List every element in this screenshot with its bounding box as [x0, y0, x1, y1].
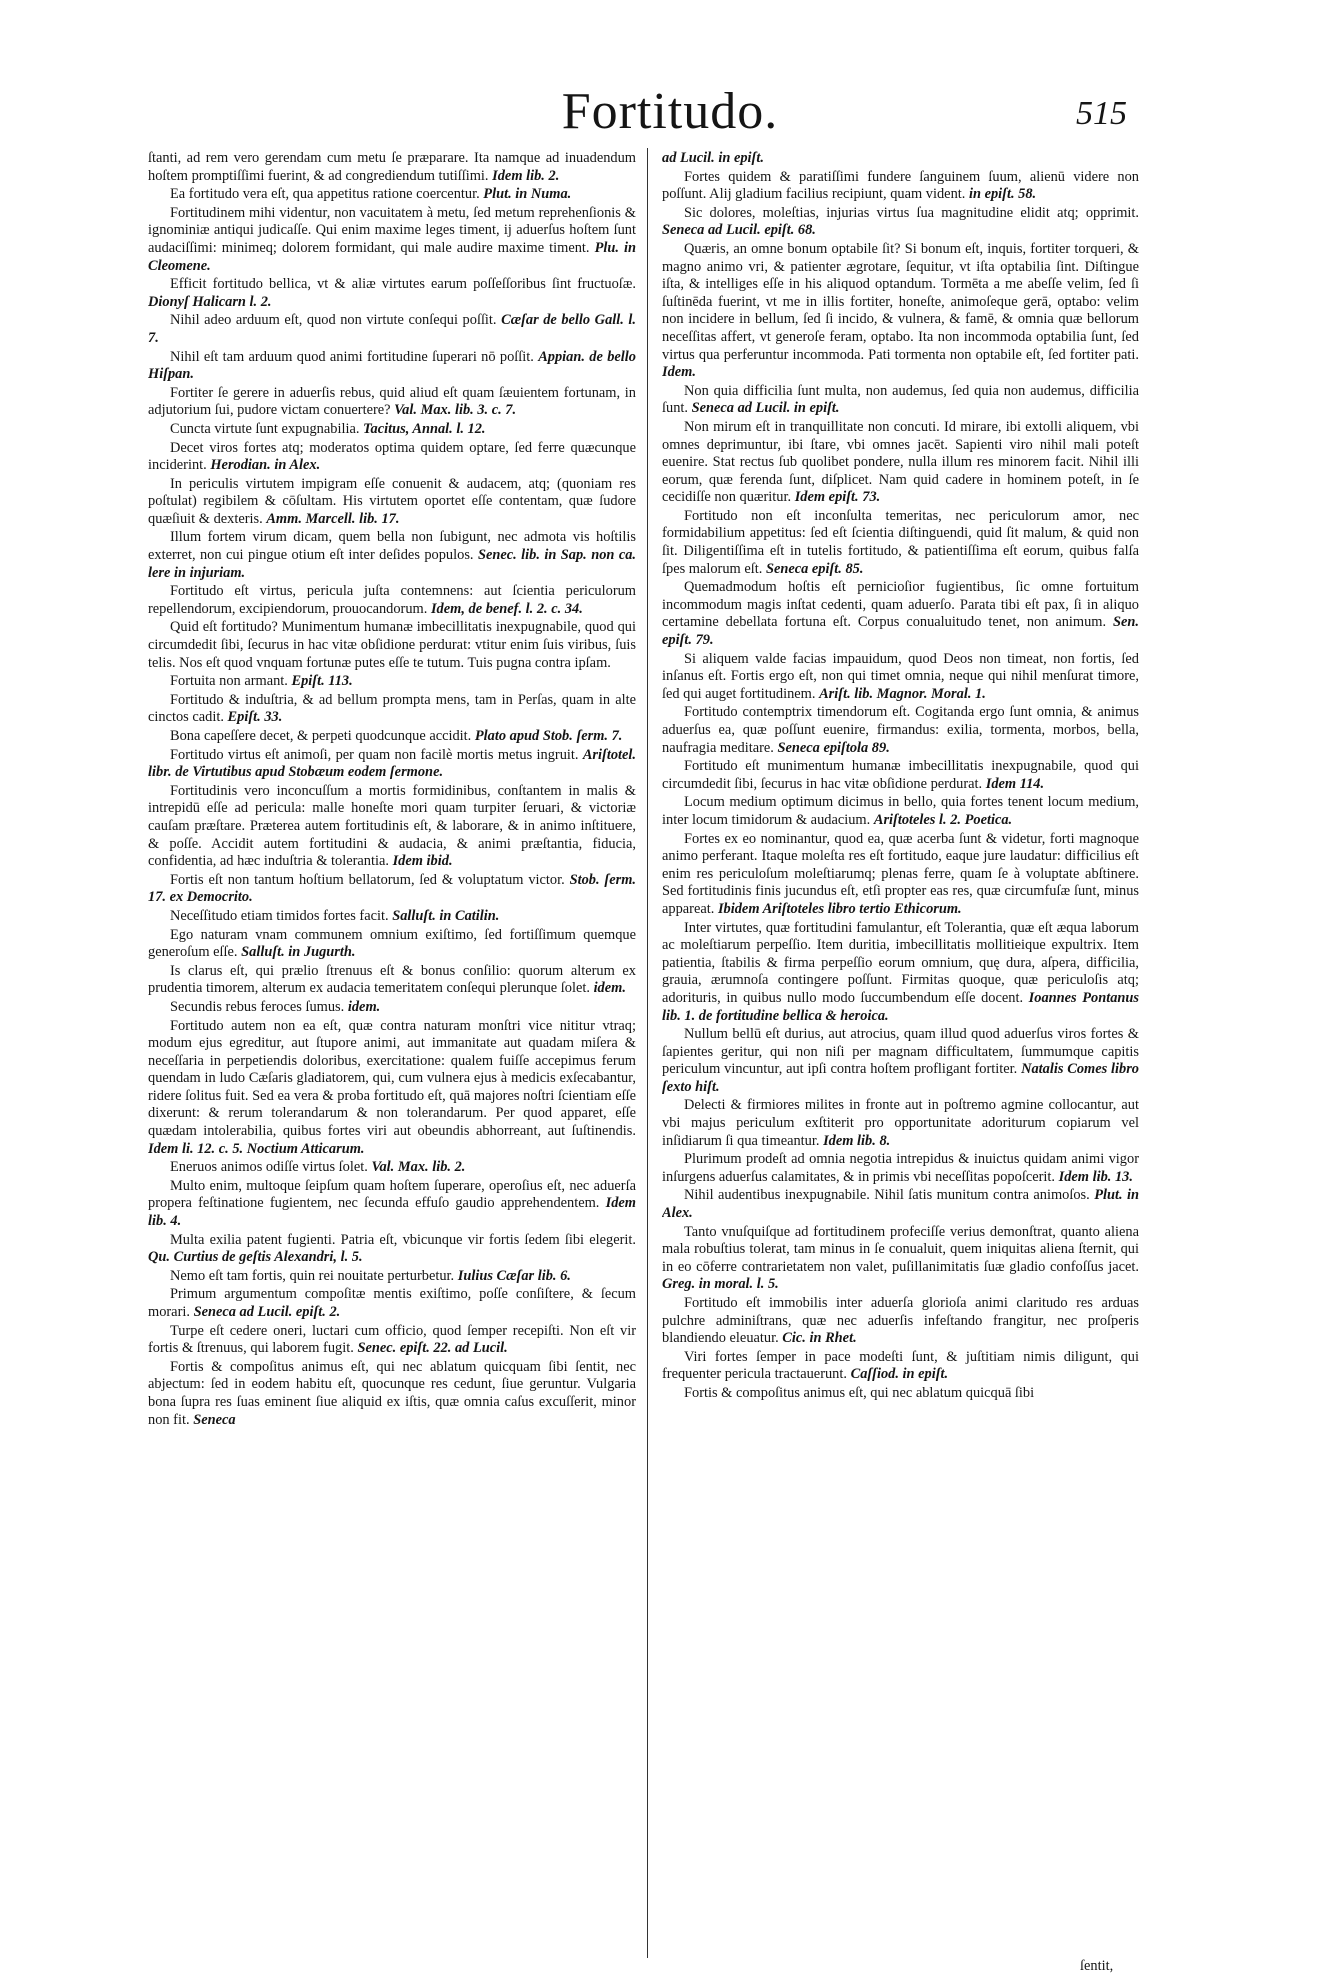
citation: Dionyſ Halicarn l. 2.	[148, 293, 272, 310]
citation: Cæſar de bello Gall. l. 7.	[148, 312, 636, 346]
citation: Val. Max. lib. 2.	[371, 1159, 466, 1176]
paragraph	[662, 579, 1139, 649]
paragraph-text: Ea fortitudo vera eſt, qua appetitus ratione coercentur.	[170, 186, 480, 203]
paragraph-text: Secundis rebus feroces ſumus.	[170, 998, 345, 1015]
paragraph-text: Efficit fortitudo bellica, vt & aliæ virtutes earum poſſeſſoribus ſint fructuoſæ.	[170, 276, 636, 293]
paragraph	[662, 758, 1139, 793]
paragraph	[662, 651, 1139, 704]
paragraph	[662, 1097, 1139, 1150]
paragraph	[148, 529, 636, 582]
paragraph	[148, 1232, 636, 1267]
citation: Iulius Cæſar lib. 6.	[457, 1267, 571, 1284]
paragraph	[662, 1151, 1139, 1186]
paragraph-text: In periculis virtutem impigram eſſe conuenit & audacem, atq; (quoniam res poſtulat) regibilem & cōſultam. His virtutem oportet eſſe contentam, quæ ſudore quæſiuit & dexteris.	[148, 475, 636, 527]
paragraph	[662, 794, 1139, 829]
paragraph	[662, 1224, 1139, 1294]
paragraph	[148, 908, 636, 926]
paragraph	[148, 276, 636, 311]
paragraph-text: Primum argumentum compoſitæ mentis exiſtimo, poſſe conſiſtere, & ſecum morari.	[148, 1286, 636, 1320]
paragraph	[662, 1349, 1139, 1384]
paragraph-text: Fortitudo eſt virtus, pericula juſta contemnens: aut ſcientia periculorum repellendorum, excipiendorum, prouocandorum.	[148, 583, 636, 617]
citation: Idem 114.	[985, 775, 1045, 792]
paragraph-text: Bona capeſſere decet, & perpeti quodcunque accidit.	[170, 728, 472, 744]
citation: Seneca ad Lucil. epiſt. 2.	[193, 1304, 341, 1320]
paragraph	[148, 1286, 636, 1321]
paragraph-text: Eneruos animos odiſſe virtus ſolet.	[170, 1159, 368, 1176]
paragraph	[662, 241, 1139, 382]
paragraph-text: Nihil audentibus inexpugnabile. Nihil ſatis munitum contra animoſos.	[684, 1187, 1090, 1204]
citation: idem.	[347, 998, 381, 1015]
catchword: ſentit,	[1080, 1958, 1114, 1974]
paragraph	[662, 831, 1139, 919]
paragraph-text: Fortitudo virtus eſt animoſi, per quam non facilè mortis metus ingruit.	[170, 746, 579, 763]
citation: Idem lib. 4.	[148, 1195, 636, 1230]
citation: Idem li. 12. c. 5. Noctium Atticarum.	[148, 1140, 365, 1157]
citation: idem.	[593, 980, 626, 997]
citation: Senec. epiſt. 22. ad Lucil.	[357, 1340, 508, 1357]
citation: in epiſt. 58.	[968, 186, 1037, 203]
paragraph-text: Fortitudo & induſtria, & ad bellum prompta mens, tam in Perſas, quam in alte cinctos cadit.	[148, 691, 636, 726]
paragraph-text: Fortes quidem & paratiſſimi fundere ſanguinem ſuum, alienū videre non poſſunt. Alij gladium facilius recipiunt, quam vident.	[662, 168, 1139, 203]
paragraph	[148, 1178, 636, 1231]
paragraph	[148, 476, 636, 529]
citation: Idem lib. 2.	[492, 167, 560, 184]
paragraph-text: Fortitudo eſt immobilis inter aduerſa glorioſa animi claritudo res arduas pulchre adminiſtrans, quæ nec aduerſis infeſtando frangitur, nec proſperis blandiendo eleuatur.	[662, 1295, 1139, 1347]
paragraph	[148, 1159, 636, 1177]
citation: Seneca epiſt. 85.	[765, 560, 864, 577]
page-number: 515	[1076, 95, 1127, 132]
citation: Plut. in Numa.	[483, 186, 572, 203]
paragraph	[662, 150, 1139, 168]
page-title: Fortitudo.	[561, 83, 779, 140]
paragraph	[148, 619, 636, 672]
paragraph-text: Locum medium optimum dicimus in bello, quia fortes tenent locum medium, inter locum timidorum & audacium.	[662, 794, 1139, 828]
paragraph	[148, 150, 636, 185]
paragraph-text: Nihil eſt tam arduum quod animi fortitudine ſuperari nō poſſit.	[170, 348, 534, 365]
paragraph	[662, 1295, 1139, 1348]
paragraph-text: Turpe eſt cedere oneri, luctari cum officio, quod ſemper recepiſti. Non eſt vir fortis & ſtrenuus, qui laborem fugit.	[148, 1322, 636, 1357]
citation: Greg. in moral. l. 5.	[662, 1276, 779, 1293]
paragraph-text: Illum fortem virum dicam, quem bella non ſubigunt, nec admota vis hoſtilis exterret, non cui pingue otium eſt inter deſides populos.	[148, 529, 636, 564]
paragraph	[662, 169, 1139, 204]
paragraph	[662, 419, 1139, 507]
paragraph	[148, 1323, 636, 1358]
citation: Idem ibid.	[392, 853, 453, 870]
paragraph	[148, 440, 636, 475]
citation: Tacitus, Annal. l. 12.	[363, 420, 486, 437]
paragraph	[148, 747, 636, 782]
paragraph-text: Multa exilia patent fugienti. Patria eſt, vbicunque vir fortis ſedem ſibi elegerit.	[170, 1231, 636, 1248]
paragraph	[662, 704, 1139, 757]
paragraph-text: Tanto vnuſquiſque ad fortitudinem profeciſſe verius demonſtrat, quanto aliena mala robuſtius tolerat, tam minus in ſe conualuit, quem iniquitas aliena ſternit, qui in eo cōferre contrarietatem non valet, puſillanimitatis ſuæ gladio confoſſus jacet.	[662, 1223, 1139, 1275]
citation: Amm. Marcell. lib. 17.	[266, 510, 400, 527]
citation: Idem epiſt. 73.	[794, 489, 881, 506]
paragraph-text: Delecti & firmiores milites in fronte aut in poſtremo agmine collocantur, aut vbi majus periculum exſtiterit pro opportunitate adoriturum copiarum vel inſidiarum ſi qua timeantur.	[662, 1097, 1139, 1149]
paragraph-text: Non quia difficilia ſunt multa, non audemus, ſed quia non audemus, difficilia ſunt.	[662, 382, 1139, 417]
citation: Epiſt. 33.	[227, 709, 283, 726]
paragraph	[148, 385, 636, 420]
citation: Ibidem Ariſtoteles libro tertio Ethicorum.	[717, 900, 962, 917]
paragraph	[148, 963, 636, 998]
citation: Seneca ad Lucil. epiſt. 68.	[662, 222, 816, 239]
paragraph	[148, 783, 636, 871]
paragraph-text: Fortitudinem mihi videntur, non vacuitatem à metu, ſed metum reprehenſionis & ignominiæ antiqui judicaſſe. Qui enim maxime leges timent, ij aduerſus hoſtem ſunt audaciſſimi: minimeq; dolorem formidant, qui male audire maxime timent.	[148, 204, 636, 256]
paragraph-text: Fortuita non armant.	[170, 673, 288, 690]
citation: Epiſt. 113.	[291, 673, 353, 690]
paragraph-text: Neceſſitudo etiam timidos fortes facit.	[170, 907, 389, 924]
right-column	[662, 150, 1139, 1960]
column-divider	[647, 148, 648, 1958]
paragraph	[662, 920, 1139, 1026]
paragraph-text: Fortes ex eo nominantur, quod ea, quæ acerba ſunt & videtur, forti magnoque animo perferant. Itaque moleſta res eſt fortitudo, eaque jure laudatur: difficilius eſt enim res periculoſum moleſtiarumq; plenas ferre, quam ſe à voluptate abſtinere. Sed fortitudinis finis jucundus eſt, etſi propter eas res, quæ circumfuſæ ſunt, minus appareat.	[662, 830, 1139, 917]
paragraph-text: Viri fortes ſemper in pace modeſti ſunt, & juſtitiam nimis diligunt, qui frequenter pericula tractauerunt.	[662, 1348, 1139, 1383]
citation: Ariſtoteles l. 2. Poetica.	[873, 811, 1013, 828]
citation: Caſſiod. in epiſt.	[850, 1366, 949, 1383]
paragraph	[148, 186, 636, 204]
citation: Plut. in Alex.	[662, 1187, 1139, 1222]
paragraph-text: Non mirum eſt in tranquillitate non concuti. Id mirare, ibi extolli aliquem, vbi omnes deprimuntur, ibi ſtare, vbi omnes jacēt. Sapienti viro nihil mali poteſt euenire. Stat rectus ſub quolibet pondere, nulla illum res minorem facit. Nihil illi eorum, quæ ferenda ſunt, diſplicet. Nam quid cadere in hominem poteſt, in ſe cecidiſſe non quæritur.	[662, 418, 1139, 506]
citation: Salluſt. in Jugurth.	[241, 944, 356, 961]
paragraph	[148, 349, 636, 384]
paragraph-text: Ego naturam vnam communem omnium exiſtimo, ſed fortiſſimum quemque generoſum eſſe.	[148, 926, 636, 961]
paragraph-text: Fortiter ſe gerere in aduerſis rebus, quid aliud eſt quam ſæuientem fortunam, in adjutorium ſui, pudore victam conuertere?	[148, 384, 636, 419]
citation: Sen. epiſt. 79.	[662, 614, 1139, 649]
citation: Idem, de benef. l. 2. c. 34.	[430, 600, 583, 617]
paragraph	[148, 1359, 636, 1429]
citation: Natalis Comes libro ſexto hiſt.	[662, 1061, 1139, 1095]
paragraph-text: Nullum bellū eſt durius, aut atrocius, quam illud quod aduerſus viros fortes & ſapientes geritur, qui non niſi per magnam difficultatem, ſummumque capitis periculum vincuntur, aut ipſi contra hoſtem profligant fortiter.	[662, 1026, 1139, 1078]
citation: Ariſt. lib. Magnor. Moral. 1.	[819, 685, 986, 702]
left-column	[148, 150, 636, 1960]
paragraph	[148, 312, 636, 347]
paragraph	[148, 927, 636, 962]
citation: Plu. in Cleomene.	[148, 239, 636, 274]
paragraph-text: Decet viros fortes atq; moderatos optima quidem optare, ſed ferre quæcunque inciderint.	[148, 439, 636, 474]
citation: Herodian. in Alex.	[210, 457, 321, 474]
paragraph	[148, 999, 636, 1017]
citation: Cic. in Rhet.	[782, 1330, 857, 1347]
paragraph-text: Quid eſt fortitudo? Munimentum humanæ imbecillitatis inexpugnabile, quod qui circumdedit ſibi, ſecurus in hac vitæ obſidione perdurat: vtitur enim ſuis viribus, ſuis telis. Nos eſt quod vnquam fortunæ putes eſſe te tutum. Tuis pugna contra ipſam.	[148, 619, 636, 671]
paragraph	[148, 872, 636, 907]
paragraph-text: Fortitudinis vero inconcuſſum a mortis formidinibus, conſtantem in malis & intrepidū eſſe ad pericula: malle honeſte mori quam turpiter ſeruari, & victoriæ cauſam præſtare. Præterea autem fortitudinis eſt, & laborare, & in animo inſtituere, & poſſe. Accidit autem fortitudini & audacia, & animi præſtantia, fiducia, confidentia, ad hæc induſtria & tolerantia.	[148, 782, 636, 870]
paragraph	[662, 383, 1139, 418]
citation: Stob. ſerm. 17. ex Democrito.	[148, 871, 636, 906]
paragraph-text: Fortitudo eſt munimentum humanæ imbecillitatis inexpugnabile, quod qui circumdedit ſibi, ſecurus in hac vitæ obſidione perdurat.	[662, 758, 1139, 792]
paragraph-text: Quemadmodum hoſtis eſt pernicioſior fugientibus, ſic omne fortuitum incommodum magis inſtat cedenti, quam aduerſo. Parata tibi eſt pax, ſi in aliquo certamine debellata fortuna eſt. Corpus conualuitudo tenet, non animum.	[662, 579, 1139, 631]
citation: Senec. lib. in Sap. non ca. lere in injuriam.	[148, 547, 636, 581]
paragraph-text: Fortitudo autem non ea eſt, quæ contra naturam monſtri vice nititur vtraq; modum ejus egreditur, aut ſtupore animi, aut immanitate aut quadam miſera & neceſſaria in perpetiendis doloribus, exercitatione: qualem fuiſſe accepimus ferum quendam in ludo Cæſaris gladiatorem, qui, cum vulnera ejus à medicis exſecabantur, ridere ſolitus fuit. Sed ea vera & proba fortitudo eſt, quā majores noſtri ſcientiam eſſe dixerunt: & rerum tolerandarum & non tolerandarum. Per quod apparet, eſſe quædam intolerabilia, quibus fortes viri aut obeundis abhorreant, aut ſuſtinendis.	[148, 1017, 636, 1140]
paragraph	[148, 692, 636, 727]
paragraph-text: Fortis eſt non tantum hoſtium bellatorum, ſed & voluptatum victor.	[170, 871, 565, 888]
citation: Seneca ad Lucil. in epiſt.	[691, 400, 840, 417]
citation: Idem.	[662, 364, 696, 381]
paragraph	[662, 205, 1139, 240]
paragraph-text: Quæris, an omne bonum optabile ſit? Si bonum eſt, inquis, fortiter torqueri, & magno animo vri, & patienter ægrotare, ſequitur, vt iſta optabilia ſint. Diſtingue iſta, & intelliges eſſe in his aliquod optandum. Tormēta a me abeſſe velim, ſed ſi ſuſtinēda fuerint, vt me in illis fortiter, honeſte, animoſeque gerā, optabo: velim non incidere in bellum, ſed ſi incido, & vulnera, & famē, & omnia quæ bellorum neceſſitas affert, vt generoſe feram, optabo. Ita non incommoda optabilia ſunt, ſed virtus qua perferuntur incommoda. Pati tormenta non optabile eſt, ſed fortiter pati.	[662, 240, 1139, 363]
paragraph	[662, 1026, 1139, 1096]
paragraph-text: Nihil adeo arduum eſt, quod non virtute conſequi poſſit.	[170, 312, 497, 329]
citation: Salluſt. in Catilin.	[392, 907, 500, 924]
paragraph-text: Cuncta virtute ſunt expugnabilia.	[170, 420, 360, 437]
citation: Plato apud Stob. ſerm. 7.	[474, 728, 623, 744]
paragraph	[662, 1187, 1139, 1222]
paragraph-text: Fortitudo non eſt inconſulta temeritas, nec periculorum amor, nec formidabilium appetitus: ſed eſt ſcientia diſtinguendi, quid ſit malum, & quid non ſit. Diligentiſſima eſt in tutelis fortitudo, & patientiſſima eſt eorum, quibus falſa ſpes malorum eſt.	[662, 507, 1139, 577]
citation: Val. Max. lib. 3. c. 7.	[394, 402, 517, 419]
paragraph-text: ſtanti, ad rem vero gerendam cum metu ſe præparare. Ita namque ad inuadendum hoſtem promptiſſimi fuerint, & ad congrediendum tutiſſimi.	[148, 150, 636, 184]
paragraph-text: Is clarus eſt, qui prælio ſtrenuus eſt & bonus conſilio: quorum alterum ex prudentia timorem, alterum ex audacia temeritatem conſequi plerunque ſolet.	[148, 962, 636, 997]
citation: Ariſtotel. libr. de Virtutibus apud Stobæum eodem ſermone.	[148, 746, 636, 781]
paragraph	[148, 1268, 636, 1286]
citation: Appian. de bello Hiſpan.	[148, 348, 636, 383]
paragraph	[148, 673, 636, 691]
paragraph-text: Plurimum prodeſt ad omnia negotia intrepidus & inuictus quidam animi vigor inſurgens aduerſus calamitates, & in primis vbi neceſſitas popoſcerit.	[662, 1151, 1139, 1185]
paragraph-text: Si aliquem valde facias impauidum, quod Deos non timeat, non fortis, ſed inſanus eſt. Fortis ergo eſt, non qui timet omnia, neque qui nihil menſurat timore, ſed qui auget fortitudinem.	[662, 650, 1139, 702]
paragraph	[148, 205, 636, 275]
paragraph-text: Multo enim, multoque ſeipſum quam hoſtem ſuperare, operoſius eſt, nec aduerſa propera feſtinatione fugientem, nec ſecunda effuſo gaudio apprehendentem.	[148, 1177, 636, 1212]
paragraph-text: Fortis & compoſitus animus eſt, qui nec ablatum quicquam ſibi ſentit, nec abjectum: ſed in eodem habitu eſt, quocunque res cedunt, ſiue geruntur. Vulgaria bona ſupra res ſuas eminent ſiue aliquid ex iſtis, quæ omnia caſus excuſſerit, minor non fit.	[148, 1358, 636, 1428]
paragraph	[148, 421, 636, 439]
citation: ad Lucil. in epiſt.	[662, 150, 764, 166]
citation: Idem lib. 13.	[1058, 1168, 1133, 1185]
citation: Seneca	[193, 1411, 236, 1428]
paragraph	[148, 1018, 636, 1159]
citation: Idem lib. 8.	[823, 1132, 891, 1149]
citation: Ioannes Pontanus lib. 1. de fortitudine bellica & heroica.	[662, 989, 1139, 1024]
paragraph	[148, 583, 636, 618]
paragraph-text: Sic dolores, moleſtias, injurias virtus ſua magnitudine elidit atq; opprimit.	[684, 204, 1139, 221]
paragraph	[662, 508, 1139, 578]
citation: Seneca epiſtola 89.	[777, 739, 890, 756]
paragraph-text: Inter virtutes, quæ fortitudini famulantur, eſt Tolerantia, quæ eſt æqua laborum ac moleſtiarum perpeſſio. Item duritia, imbecillitatis mollitieique expultrix. Item patientia, ſtabilis & firma perpeſſio eorum omnium, quę dura, aſpera, difficilia, grauia, ærumnoſa contingere poſſunt. Firmitas quoque, quæ periculoſis atq; adorituris, in quibus nullo modo ſuccumbendum eſſe docent.	[662, 919, 1139, 1006]
citation: Qu. Curtius de geſtis Alexandri, l. 5.	[148, 1249, 363, 1266]
paragraph	[148, 728, 636, 746]
paragraph-text: Fortis & compoſitus animus eſt, qui nec ablatum quicquā ſibi	[684, 1384, 1035, 1401]
paragraph-text: Nemo eſt tam fortis, quin rei nouitate perturbetur.	[170, 1267, 455, 1284]
paragraph	[662, 1385, 1139, 1403]
paragraph-text: Fortitudo contemptrix timendorum eſt. Cogitanda ergo ſunt omnia, & animus aduerſus ea, quæ poſſunt euenire, firmandus: exilia, tormenta, morbos, bella, naufragia meditare.	[662, 704, 1139, 756]
